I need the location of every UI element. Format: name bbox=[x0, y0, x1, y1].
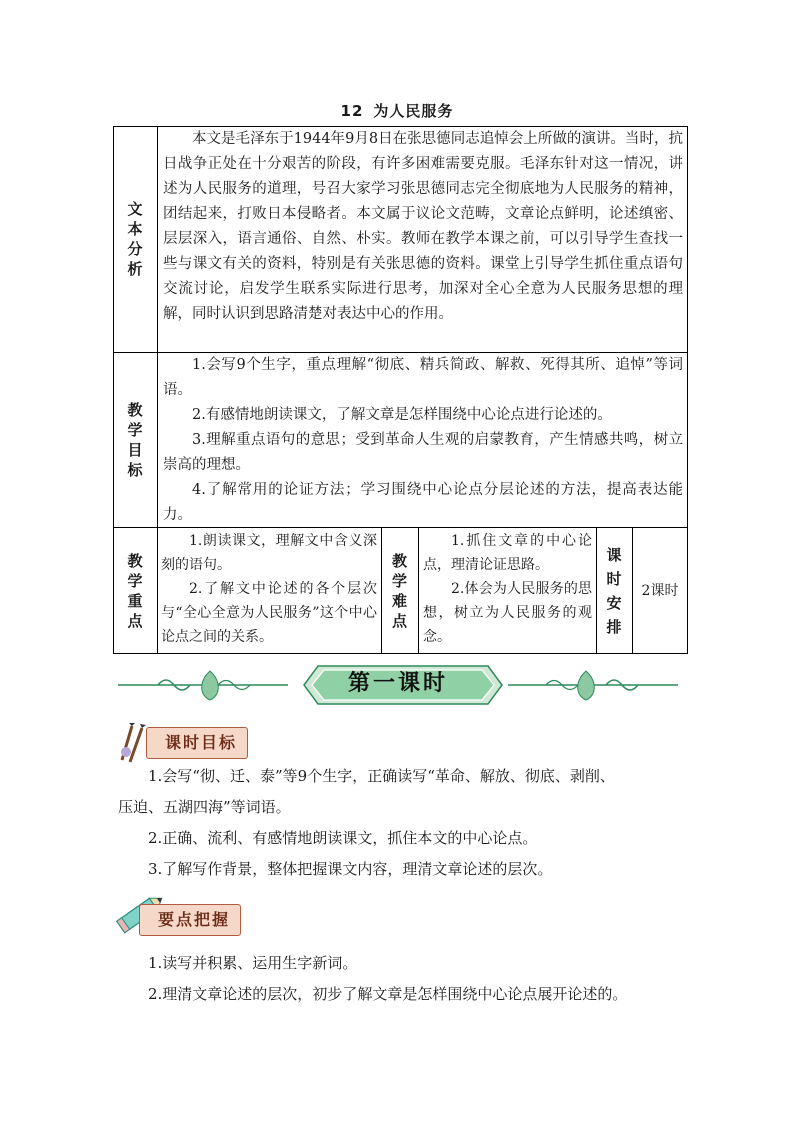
lesson-number: 12 bbox=[340, 102, 364, 120]
analysis-label: 文 本 分 析 bbox=[127, 200, 143, 278]
goals-label: 教 学 目 标 bbox=[127, 400, 143, 479]
key-points-tag: 要点把握 bbox=[139, 904, 241, 936]
schedule-label: 课 时 安 排 bbox=[606, 545, 622, 636]
analysis-text: 本文是毛泽东于1944年9月8日在张思德同志追悼会上所做的演讲。当时，抗日战争正处在十分艰苦的阶段，有许多困难需要克服。毛泽东针对这一情况，讲述为人民服务的道理，号召大家学习张思德同志完全彻底地为人民服务的精神，团结起来，打败日本侵略者。本文属于议论文范畴，文章论点鲜明，论述缜密、层层深入，语言通俗、自然、朴实。教师在教学本课之前，可以引导学生查找一些与课文有关的资料，特别是有关张思德的资料。课堂上引导学生抓住重点语句交流讨论，启发学生联系实际进行思考，加深对全心全意为人民服务思想的理解，同时认识到思路清楚对表达中心的作用。 bbox=[163, 131, 683, 322]
list-item: 1.抓住文章的中心论点，理清论证思路。 bbox=[423, 533, 592, 573]
keypoints-label: 教 学 重 点 bbox=[127, 551, 143, 630]
difficulties-list bbox=[423, 529, 592, 649]
goals-list bbox=[163, 353, 683, 528]
list-item: 2.体会为人民服务的思想，树立为人民服务的观念。 bbox=[423, 581, 592, 645]
list-item: 2.了解文中论述的各个层次与“全心全意为人民服务”这个中心论点之间的关系。 bbox=[161, 581, 377, 645]
list-item: 4.了解常用的论证方法；学习围绕中心论点分层论述的方法，提高表达能力。 bbox=[163, 482, 683, 523]
list-item: 压迫、五湖四海”等词语。 bbox=[118, 798, 291, 816]
course-goals-tag: 课时目标 bbox=[146, 727, 248, 759]
lesson-title: 为人民服务 bbox=[373, 102, 454, 120]
list-item: 2.理清文章论述的层次，初步了解文章是怎样围绕中心论点展开论述的。 bbox=[148, 985, 628, 1003]
lesson-banner-title: 第一课时 bbox=[347, 671, 448, 696]
keypoints-list bbox=[161, 529, 377, 649]
list-item: 1.读写并积累、运用生字新词。 bbox=[148, 954, 358, 972]
list-item: 1.会写9个生字，重点理解“彻底、精兵简政、解救、死得其所、追悼”等词语。 bbox=[163, 357, 683, 398]
table-divider bbox=[157, 126, 158, 654]
list-item: 3.理解重点语句的意思；受到革命人生观的启蒙教育，产生情感共鸣，树立崇高的理想。 bbox=[163, 432, 683, 473]
schedule-value: 2课时 bbox=[641, 582, 679, 599]
page-title bbox=[0, 100, 794, 121]
list-item: 1.会写“彻、迁、泰”等9个生字，正确读写“革命、解放、彻底、剥削、 bbox=[148, 767, 615, 785]
difficulties-label: 教 学 难 点 bbox=[391, 551, 407, 630]
list-item: 2.正确、流利、有感情地朗读课文，抓住本文的中心论点。 bbox=[148, 829, 538, 847]
list-item: 1.朗读课文，理解文中含义深刻的语句。 bbox=[161, 533, 377, 573]
table-divider bbox=[418, 527, 419, 654]
list-item: 3.了解写作背景，整体把握课文内容，理清文章论述的层次。 bbox=[148, 860, 553, 878]
list-item: 2.有感情地朗读课文，了解文章是怎样围绕中心论点进行论述的。 bbox=[192, 407, 612, 423]
